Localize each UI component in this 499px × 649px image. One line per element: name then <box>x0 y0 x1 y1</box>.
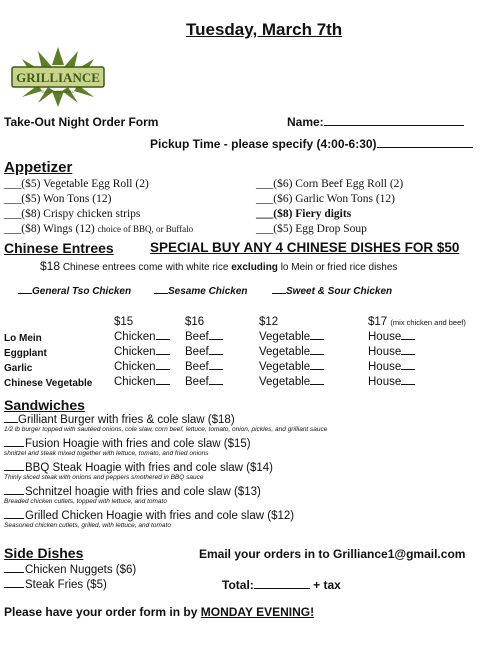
option-vegetable[interactable] <box>259 375 324 390</box>
option-label: Vegetable <box>259 331 311 343</box>
appetizer-item-label: ___($8) Wings (12) <box>4 223 95 235</box>
email-instructions: Email your orders in to Grilliance1@gmail.com <box>199 547 466 561</box>
pickup-field[interactable] <box>150 137 473 151</box>
option-blank[interactable] <box>156 354 170 355</box>
appetizer-heading: Appetizer <box>4 159 73 176</box>
grilliance-logo <box>8 45 108 109</box>
option-chicken[interactable] <box>114 345 170 360</box>
dish-blank[interactable] <box>272 293 286 294</box>
option-label: Chicken <box>114 376 156 388</box>
option-blank[interactable] <box>209 369 223 370</box>
appetizer-item[interactable]: ___($8) Crispy chicken strips <box>4 208 141 220</box>
dish-label: General Tso Chicken <box>32 286 132 297</box>
row-label: Chinese Vegetable <box>4 378 93 389</box>
option-blank[interactable] <box>401 354 415 355</box>
option-blank[interactable] <box>209 384 223 385</box>
sandwich-name: Grilliant Burger with fries & cole slaw ($18) <box>18 414 235 426</box>
chinese-heading: Chinese Entrees <box>4 240 114 256</box>
option-blank[interactable] <box>156 369 170 370</box>
name-field[interactable] <box>287 115 464 129</box>
option-chicken[interactable] <box>114 360 170 375</box>
mix-note: (mix chicken and beef) <box>390 318 466 327</box>
option-house[interactable] <box>368 375 415 390</box>
total-suffix: + tax <box>313 578 341 592</box>
option-blank[interactable] <box>401 369 415 370</box>
price-vegetable: $12 <box>259 316 279 328</box>
sandwich-blank[interactable] <box>4 518 24 519</box>
option-label: Chicken <box>114 346 156 358</box>
option-house[interactable] <box>368 360 415 375</box>
option-beef[interactable] <box>185 375 223 390</box>
side-label: Chicken Nuggets ($6) <box>25 564 137 576</box>
sandwich-desc: Breaded chicken cutlets, topped with lettuce, and tomato <box>4 498 167 505</box>
chinese-note-post: lo Mein or fried rice dishes <box>280 262 398 273</box>
price-chicken: $15 <box>114 316 134 328</box>
logo-text: GRILLIANCE <box>16 70 100 85</box>
logo-subtext: GOURMET GRILL <box>41 89 75 94</box>
appetizer-item[interactable]: ___($6) Garlic Won Tons (12) <box>256 193 396 205</box>
page-title: Tuesday, March 7th <box>186 20 343 39</box>
appetizer-item[interactable] <box>4 222 193 237</box>
option-house[interactable] <box>368 330 415 345</box>
sandwich-desc: Thinly sliced steak with onions and peppers smothered in BBQ sauce <box>4 474 204 481</box>
total-field[interactable] <box>222 578 341 592</box>
option-blank[interactable] <box>401 339 415 340</box>
option-label: House <box>368 346 402 358</box>
form-title: Take-Out Night Order Form <box>4 115 159 129</box>
row-label: Lo Mein <box>4 333 42 344</box>
sandwich-name: Schnitzel hoagie with fries and cole slaw ($13) <box>25 486 261 498</box>
name-blank[interactable] <box>324 125 464 126</box>
sandwich-list <box>4 414 327 534</box>
option-beef[interactable] <box>185 360 223 375</box>
chinese-note <box>40 259 397 273</box>
name-label: Name: <box>287 115 324 129</box>
footer-pre: Please have your order form in by <box>4 605 198 619</box>
option-label: Beef <box>185 346 209 358</box>
sandwich-item[interactable] <box>4 486 327 510</box>
appetizer-right-list <box>256 177 403 237</box>
footer-note <box>4 605 314 619</box>
sandwiches-heading: Sandwiches <box>4 397 85 413</box>
option-label: Vegetable <box>259 346 311 358</box>
option-label: Beef <box>185 376 209 388</box>
option-label: Beef <box>185 361 209 373</box>
appetizer-item[interactable]: ___($8) Fiery digits <box>256 208 352 220</box>
sides-heading: Side Dishes <box>4 545 84 561</box>
option-blank[interactable] <box>209 354 223 355</box>
option-vegetable[interactable] <box>259 345 324 360</box>
option-beef[interactable] <box>185 345 223 360</box>
sides-list <box>4 563 136 593</box>
option-label: House <box>368 361 402 373</box>
chinese-note-bold: excluding <box>231 262 278 273</box>
wings-note: choice of BBQ, or Buffalo <box>97 224 194 234</box>
side-item[interactable] <box>4 563 136 578</box>
chicken-column <box>114 330 170 390</box>
sandwich-desc: Seasoned chicken cutlets, grilled, with lettuce, and tomato <box>4 522 171 529</box>
option-blank[interactable] <box>209 339 223 340</box>
appetizer-item[interactable]: ___($6) Corn Beef Egg Roll (2) <box>256 178 404 190</box>
option-blank[interactable] <box>310 354 324 355</box>
sandwich-item[interactable] <box>4 462 327 486</box>
option-blank[interactable] <box>310 339 324 340</box>
appetizer-item[interactable]: ___($5) Vegetable Egg Roll (2) <box>4 178 149 190</box>
option-blank[interactable] <box>156 339 170 340</box>
pickup-label: Pickup Time - please specify (4:00-6:30) <box>150 137 377 151</box>
option-chicken[interactable] <box>114 375 170 390</box>
sandwich-blank[interactable] <box>4 422 18 423</box>
option-blank[interactable] <box>156 384 170 385</box>
option-blank[interactable] <box>310 369 324 370</box>
option-label: House <box>368 331 402 343</box>
option-house[interactable] <box>368 345 415 360</box>
sandwich-desc: shnitzel and steak mixed together with lettuce, tomato, and fried onions <box>4 450 209 457</box>
side-label: Steak Fries ($5) <box>25 579 107 591</box>
option-label: Chicken <box>114 331 156 343</box>
option-label: Chicken <box>114 361 156 373</box>
option-vegetable[interactable] <box>259 360 324 375</box>
chinese-row-labels <box>4 331 92 391</box>
pickup-blank[interactable] <box>377 147 473 148</box>
vegetable-column <box>259 330 324 390</box>
special-offer: SPECIAL BUY ANY 4 CHINESE DISHES FOR $50 <box>150 240 460 255</box>
row-label: Garlic <box>4 363 33 374</box>
sandwich-name: BBQ Steak Hoagie with fries and cole slaw ($14) <box>25 462 274 474</box>
sandwich-desc: 1/2 lb burger topped with sautéed onions, cole slaw, corn beef, lettuce, tomato, onion, pickles, and grilliant sauce <box>4 426 328 433</box>
beef-column <box>185 330 223 390</box>
dish-blank[interactable] <box>154 293 168 294</box>
price-house <box>368 316 466 328</box>
option-label: Vegetable <box>259 361 311 373</box>
side-blank[interactable] <box>4 587 24 588</box>
option-label: Beef <box>185 331 209 343</box>
dish-blank[interactable] <box>18 293 32 294</box>
dish-option[interactable] <box>272 286 392 297</box>
sandwich-item[interactable] <box>4 414 327 438</box>
sandwich-blank[interactable] <box>4 494 24 495</box>
total-label: Total: <box>222 578 254 592</box>
sandwich-name: Fusion Hoagie with fries and cole slaw ($15) <box>25 438 251 450</box>
option-beef[interactable] <box>185 330 223 345</box>
sandwich-blank[interactable] <box>4 470 24 471</box>
dish-option[interactable] <box>154 286 248 297</box>
row-label: Eggplant <box>4 348 47 359</box>
option-blank[interactable] <box>310 384 324 385</box>
price-house-value: $17 <box>368 316 388 328</box>
option-blank[interactable] <box>401 384 415 385</box>
sandwich-name: Grilled Chicken Hoagie with fries and cole slaw ($12) <box>25 510 295 522</box>
chinese-note-pre: Chinese entrees come with white rice <box>62 262 229 273</box>
house-column <box>368 330 415 390</box>
option-vegetable[interactable] <box>259 330 324 345</box>
option-label: Vegetable <box>259 376 311 388</box>
footer-deadline: MONDAY EVENING! <box>200 605 315 619</box>
appetizer-item[interactable]: ___($5) Egg Drop Soup <box>256 223 367 235</box>
dish-label: Sesame Chicken <box>168 286 248 297</box>
price-beef: $16 <box>185 316 205 328</box>
side-blank[interactable] <box>4 572 24 573</box>
dish-label: Sweet & Sour Chicken <box>286 286 393 297</box>
sandwich-item[interactable] <box>4 438 327 462</box>
sandwich-item[interactable] <box>4 510 327 534</box>
dish-option[interactable] <box>18 286 131 297</box>
side-item[interactable] <box>4 578 136 593</box>
sandwich-blank[interactable] <box>4 446 24 447</box>
option-label: House <box>368 376 402 388</box>
total-blank[interactable] <box>254 588 310 589</box>
appetizer-left-list <box>4 177 193 237</box>
option-chicken[interactable] <box>114 330 170 345</box>
appetizer-item[interactable]: ___($5) Won Tons (12) <box>4 193 112 205</box>
chinese-note-price: $18 <box>40 259 61 273</box>
